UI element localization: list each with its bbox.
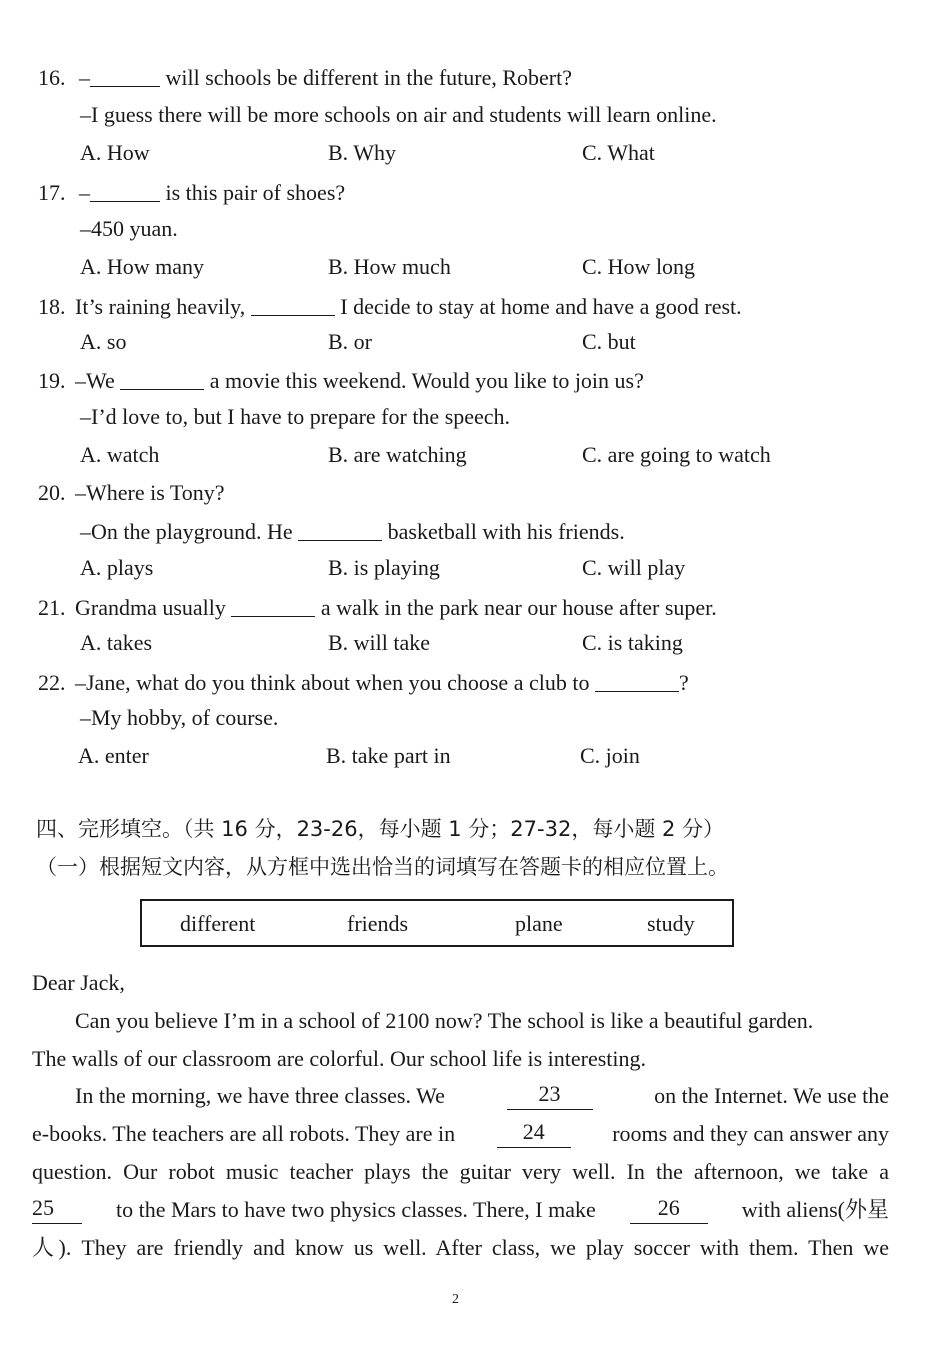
option-b: B. is playing <box>328 555 440 580</box>
option-b: B. take part in <box>326 743 451 768</box>
option-a: A. takes <box>80 630 153 655</box>
answer-blank <box>120 367 204 390</box>
option-a: A. How <box>80 140 150 165</box>
option-c: C. How long <box>582 254 696 279</box>
question-16-reply: –I guess there will be more schools on air and students will learn online. <box>80 102 717 127</box>
blank-26: 26 <box>630 1196 708 1224</box>
question-number: 17. <box>38 180 66 205</box>
blank-25: 25 <box>32 1196 82 1224</box>
question-17-reply: –450 yuan. <box>80 216 178 241</box>
option-c: C. are going to watch <box>582 442 771 467</box>
question-number: 20. <box>38 480 66 505</box>
question-21: 21. Grandma usually a walk in the park near our house after super. <box>38 595 717 620</box>
word-box-item: friends <box>347 911 409 936</box>
word-box-item: plane <box>515 911 563 936</box>
question-number: 19. <box>38 368 66 393</box>
question-number: 21. <box>38 595 66 620</box>
question-19-reply: –I’d love to, but I have to prepare for the speech. <box>80 404 511 429</box>
question-20: 20. –Where is Tony? <box>38 480 225 505</box>
letter-line: The walls of our classroom are colorful. Our school life is interesting. <box>32 1046 647 1071</box>
answer-blank <box>251 293 335 316</box>
option-b: B. or <box>328 329 372 354</box>
option-a: A. so <box>80 329 127 354</box>
question-20-reply: –On the playground. He basketball with his friends. <box>80 519 625 544</box>
page-number: 2 <box>452 1292 459 1307</box>
letter-line: 25 to the Mars to have two physics classes. There, I make 26 with aliens(外星 <box>32 1195 889 1222</box>
option-b: B. are watching <box>328 442 467 467</box>
question-16: 16. – will schools be different in the future, Robert? <box>38 65 572 90</box>
option-a: A. enter <box>78 743 149 768</box>
question-22-reply: –My hobby, of course. <box>80 705 279 730</box>
letter-line: In the morning, we have three classes. We 23 on the Internet. We use the <box>75 1081 889 1108</box>
answer-blank <box>231 594 315 617</box>
section-title: 四、完形填空。（共 16 分，23-26，每小题 1 分；27-32，每小题 2 分） <box>36 817 725 841</box>
word-box-item: study <box>647 911 695 936</box>
option-c: C. will play <box>582 555 686 580</box>
word-box <box>140 899 734 947</box>
answer-blank <box>298 518 382 541</box>
question-22: 22. –Jane, what do you think about when you choose a club to ? <box>38 670 689 695</box>
question-number: 18. <box>38 294 66 319</box>
blank-24: 24 <box>497 1120 571 1148</box>
answer-blank <box>90 64 160 87</box>
option-c: C. but <box>582 329 636 354</box>
letter-line: 人). They are friendly and know us well. After class, we play soccer with them. Then we <box>32 1235 889 1260</box>
option-c: C. What <box>582 140 655 165</box>
answer-blank <box>595 669 679 692</box>
option-c: C. is taking <box>582 630 683 655</box>
option-b: B. Why <box>328 140 397 165</box>
option-b: B. How much <box>328 254 451 279</box>
letter-line: question. Our robot music teacher plays the guitar very well. In the afternoon, we take a <box>32 1159 889 1184</box>
option-a: A. plays <box>80 555 154 580</box>
option-a: A. watch <box>80 442 160 467</box>
option-a: A. How many <box>80 254 205 279</box>
question-17: 17. – is this pair of shoes? <box>38 180 346 205</box>
option-b: B. will take <box>328 630 431 655</box>
option-c: C. join <box>580 743 640 768</box>
word-box-item: different <box>180 911 256 936</box>
blank-23: 23 <box>507 1082 593 1110</box>
letter-line: e-books. The teachers are all robots. They are in 24 rooms and they can answer any <box>32 1119 889 1146</box>
question-18: 18. It’s raining heavily, I decide to stay at home and have a good rest. <box>38 294 742 319</box>
question-number: 16. <box>38 65 66 90</box>
question-number: 22. <box>38 670 66 695</box>
question-19: 19. –We a movie this weekend. Would you like to join us? <box>38 368 644 393</box>
letter-line: Can you believe I’m in a school of 2100 now? The school is like a beautiful garden. <box>75 1008 814 1033</box>
section-subtitle: （一）根据短文内容，从方框中选出恰当的词填写在答题卡的相应位置上。 <box>36 855 729 879</box>
letter-greeting: Dear Jack, <box>32 970 125 995</box>
answer-blank <box>90 179 160 202</box>
